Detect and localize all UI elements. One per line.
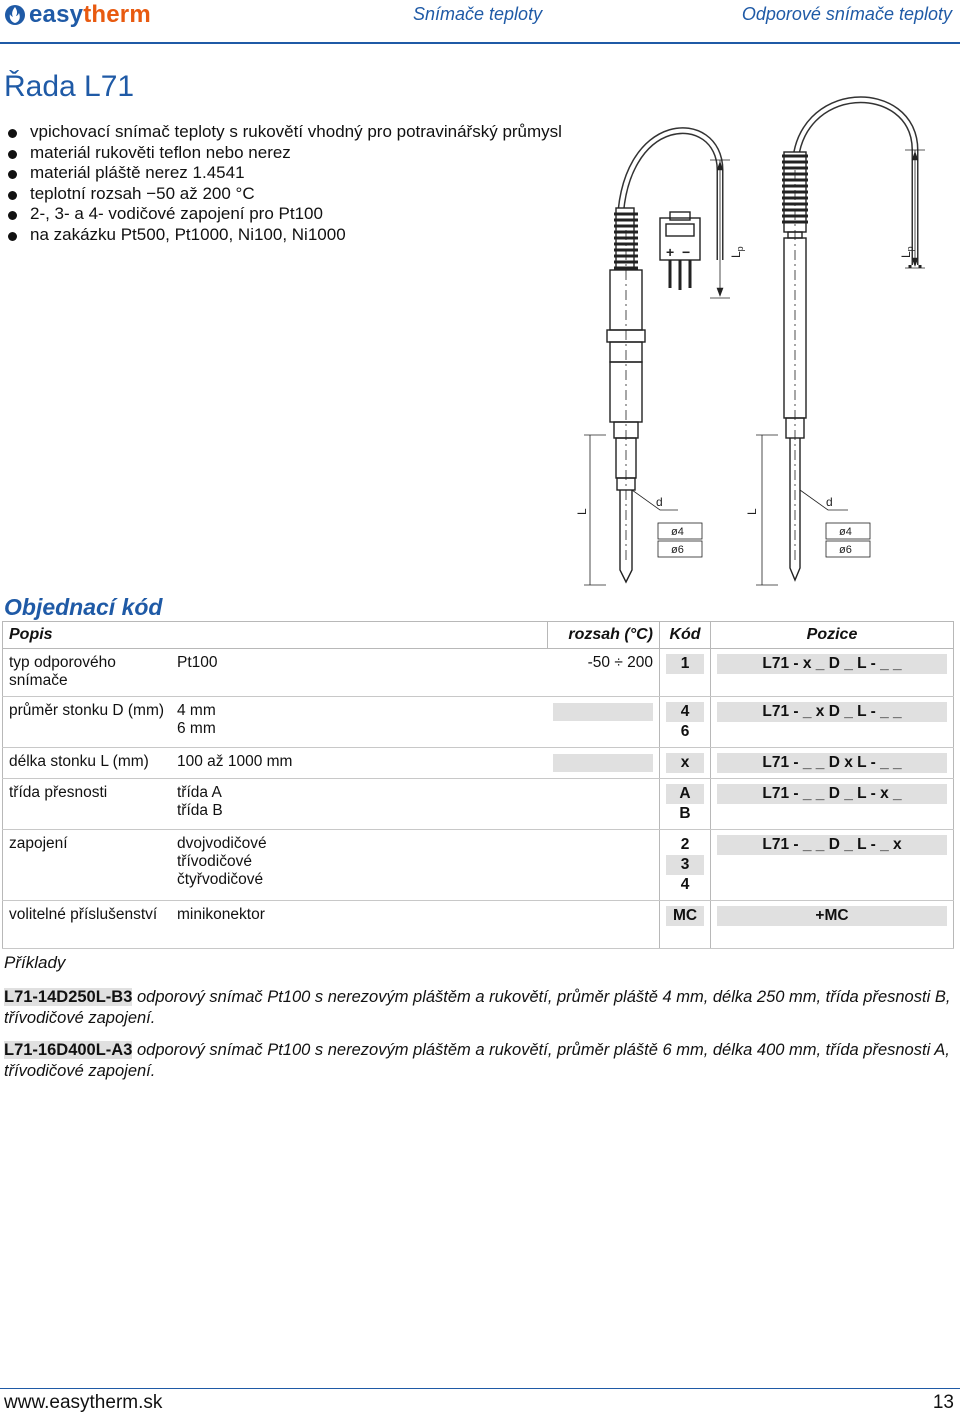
table-row [3, 830, 954, 901]
feature-item: na zakázku Pt500, Pt1000, Ni100, Ni1000 [8, 225, 568, 246]
pozice-code: L71 - _ _ D _ L - _ x [717, 835, 947, 855]
example-text: odporový snímač Pt100 s nerezovým pláštěm a rukovětí, průměr pláště 6 mm, délka 400 mm, třída přesnosti A, třívodičové zapojení. [4, 1041, 950, 1080]
table-row [3, 697, 954, 748]
cell-kod [660, 779, 711, 830]
cell-popis: průměr stonku D (mm) [3, 697, 172, 748]
cell-popis: délka stonku L (mm) [3, 748, 172, 779]
section-title-order-code: Objednací kód [4, 594, 163, 620]
cell-values [171, 697, 547, 748]
value-item: 100 až 1000 mm [177, 753, 293, 770]
table-row [3, 748, 954, 779]
kod-item: B [679, 805, 691, 822]
cell-pozice [711, 649, 954, 697]
table-row [3, 649, 954, 697]
cell-rozsah [547, 830, 660, 901]
pozice-code: L71 - _ x D _ L - _ _ [717, 702, 947, 722]
header-divider [0, 42, 960, 44]
l-label-left: L [575, 508, 589, 515]
pozice-code: +MC [717, 906, 947, 926]
table-row [3, 779, 954, 830]
footer-url-link[interactable]: www.easytherm.sk [4, 1392, 163, 1413]
cell-pozice [711, 779, 954, 830]
cell-rozsah [547, 748, 660, 779]
feature-item: materiál pláště nerez 1.4541 [8, 163, 568, 184]
example-code: L71-14D250L-B3 [4, 988, 133, 1006]
cell-rozsah [547, 901, 660, 949]
rozsah-empty-bar [553, 703, 653, 721]
cell-pozice [711, 901, 954, 949]
nav-link-snimace-teploty[interactable]: Snímače teploty [413, 4, 543, 24]
feature-item: materiál rukověti teflon nebo nerez [8, 143, 568, 164]
cell-popis: typ odporového snímače [3, 649, 172, 697]
cell-pozice [711, 697, 954, 748]
cell-values [171, 779, 547, 830]
logo-text-easy: easy [29, 1, 84, 28]
value-item: třída B [177, 802, 223, 819]
pozice-code: L71 - _ _ D _ L - x _ [717, 784, 947, 804]
cell-values [171, 748, 547, 779]
footer-divider [0, 1388, 960, 1389]
table-row [3, 901, 954, 949]
pozice-code: L71 - x _ D _ L - _ _ [717, 654, 947, 674]
minus-label: − [682, 244, 691, 260]
cell-kod [660, 649, 711, 697]
value-item: 4 mm [177, 702, 216, 719]
cell-kod [660, 901, 711, 949]
kod-item: 4 [666, 702, 704, 722]
cell-pozice [711, 748, 954, 779]
kod-item: 1 [666, 654, 704, 674]
cell-popis: zapojení [3, 830, 172, 901]
rozsah-empty-bar [553, 754, 653, 772]
example-item [4, 1040, 952, 1082]
cell-popis: volitelné příslušenství [3, 901, 172, 949]
example-code: L71-16D400L-A3 [4, 1041, 133, 1059]
example-text: odporový snímač Pt100 s nerezovým pláštěm a rukovětí, průměr pláště 4 mm, délka 250 mm, třída přesnosti B, třívodičové zapojení. [4, 988, 951, 1027]
kod-item: A [666, 784, 704, 804]
feature-item: vpichovací snímač teploty s rukovětí vhodný pro potravinářský průmysl [8, 122, 568, 143]
example-item [4, 987, 952, 1029]
cell-pozice [711, 830, 954, 901]
kod-item: x [666, 753, 704, 773]
kod-item: 4 [680, 876, 690, 893]
kod-item: 2 [680, 836, 690, 853]
order-code-table [2, 621, 954, 949]
kod-item: 3 [666, 855, 704, 875]
lp-label-right: $L_p$ [899, 246, 915, 258]
value-item: třívodičové [177, 853, 252, 870]
table-header-row [3, 622, 954, 649]
cell-rozsah: -50 ÷ 200 [547, 649, 660, 697]
cell-values [171, 901, 547, 949]
dia6-label-left: ø6 [671, 544, 684, 556]
cell-popis: třída přesnosti [3, 779, 172, 830]
feature-item: teplotní rozsah −50 až 200 °C [8, 184, 568, 205]
pozice-code: L71 - _ _ D x L - _ _ [717, 753, 947, 773]
logo-text-therm: therm [83, 1, 151, 28]
cell-kod [660, 748, 711, 779]
cell-values [171, 649, 547, 697]
brand-logo[interactable] [4, 2, 151, 28]
cell-values [171, 830, 547, 901]
feature-list [8, 122, 568, 245]
plus-label: + [666, 244, 675, 260]
flame-logo-icon [4, 3, 26, 27]
d-label-right: d [826, 495, 833, 509]
header-kod: Kód [660, 622, 711, 649]
page-number: 13 [932, 1392, 954, 1413]
sensor-technical-drawing [570, 90, 960, 590]
cell-rozsah [547, 697, 660, 748]
dia4-label-left: ø4 [671, 526, 684, 538]
header-rozsah: rozsah (°C) [547, 622, 660, 649]
feature-item: 2-, 3- a 4- vodičové zapojení pro Pt100 [8, 204, 568, 225]
cell-kod [660, 830, 711, 901]
value-item: Pt100 [177, 654, 218, 671]
cell-kod [660, 697, 711, 748]
page-title: Řada L71 [4, 70, 135, 103]
value-item: třída A [177, 784, 222, 801]
header-pozice: Pozice [711, 622, 954, 649]
value-item: dvojvodičové [177, 835, 267, 852]
kod-item: 6 [680, 723, 690, 740]
lp-label-left: $L_p$ [729, 246, 745, 258]
l-label-right: L [745, 508, 759, 515]
dia4-label-right: ø4 [839, 526, 852, 538]
nav-link-odporove-snimace[interactable]: Odporové snímače teploty [741, 4, 952, 24]
examples-label: Příklady [4, 953, 66, 972]
kod-item: MC [666, 906, 704, 926]
header-popis: Popis [3, 622, 548, 649]
dia6-label-right: ø6 [839, 544, 852, 556]
cell-rozsah [547, 779, 660, 830]
value-item: 6 mm [177, 720, 216, 737]
value-item: minikonektor [177, 906, 265, 923]
value-item: čtyřvodičové [177, 871, 264, 888]
d-label-left: d [656, 495, 663, 509]
